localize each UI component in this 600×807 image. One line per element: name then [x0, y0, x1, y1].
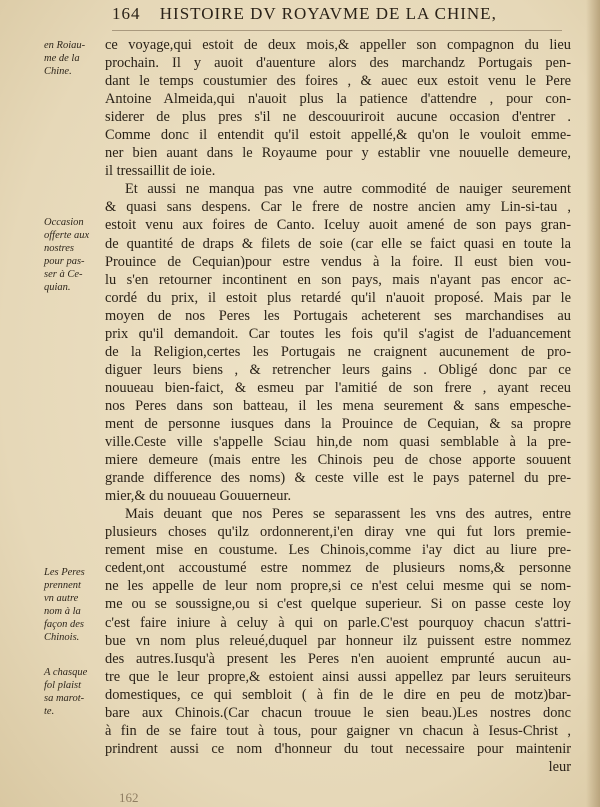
header-rule [112, 30, 562, 31]
text-line: tre que le leur propre,& estoient ainsi aussi appellez par leurs seruiteurs [105, 668, 571, 685]
text-line: nouueau bien-faict, & esmeu par l'amitié de son frere , ayant receu [105, 379, 571, 396]
page-number: 164 [112, 4, 141, 23]
text-line: dant le temps coustumier des foires , & auec eux estoit venu le Pere [105, 73, 571, 90]
margin-note: A chasque fol plaist sa marot- te. [44, 667, 88, 717]
text-line: Comme donc il entendit qu'il estoit appellé,& qu'on le vouloit emme- [105, 127, 571, 144]
text-line: Antoine Almeida,qui n'auoit plus la patience d'attendre , pour con- [105, 91, 571, 108]
text-line: domestiques, ce qui sembloit ( à fin de le dire en peu de motz)bar- [105, 686, 571, 703]
text-line: diguer leurs biens , & retrencher leurs gains . Obligé donc par ce [105, 361, 571, 378]
text-line: grande difference des noms) & ceste ville est le pays paternel du pre- [105, 470, 571, 487]
page-edge-shadow [586, 0, 600, 807]
text-line: ville.Ceste ville s'appelle Sciau hin,de nom quasi semblable à la pre- [105, 434, 571, 451]
catchword: leur [548, 758, 571, 775]
signature-mark: 162 [119, 790, 139, 805]
text-line: cordé du prix, il estoit plus retardé qu'il n'auoit proposé. Mais par le [105, 289, 571, 306]
text-line: siderer de plus pres s'il ne descouuriroit aucune occasion d'entrer . [105, 109, 571, 126]
text-line: à fin de se faire tout à tous, pour gaigner vn chacun à Iesus-Christ , [105, 722, 571, 739]
text-line: mier,& du nouueau Gouuerneur. [105, 488, 292, 505]
text-line: bare aux Chinois.(Car chacun trouue le sien beau.)Les nostres donc [105, 704, 571, 721]
text-line: Mais deuant que nos Peres se separassent les vns des autres, entre [125, 506, 571, 523]
text-line: ment de personne iusques dans la Prouince de Cequian, & sa propre [105, 415, 571, 432]
text-line: plusieurs choses qu'ilz ordonnerent,i'en diray vne qui fut lors premie- [105, 524, 571, 541]
text-line: c'est faire iniure à celuy à qui on parle.C'est pourquoy chacun s'attri- [105, 614, 571, 631]
text-line: me ou se soussigne,ou si c'est quelque superieur. Si on passe ceste loy [105, 596, 571, 613]
text-line: de quantité de draps & filets de soie (car elle se faict quasi en toute la [105, 235, 571, 252]
page-header [112, 4, 562, 26]
margin-note: Les Peres prennent vn autre nom à la façon des Chinois. [44, 567, 85, 643]
text-line: ner bien auant dans le Royaume pour y establir vne nouuelle demeure, [105, 145, 571, 162]
text-line: cedent,ont accoustumé estre nommez de plusieurs noms,& personne [105, 560, 571, 577]
text-line: ce voyage,qui estoit de deux mois,& appeller son compagnon du lieu [105, 37, 571, 53]
text-line: lu s'en retourner incontinent en son pays, mais n'ayant pas encor ac- [105, 271, 571, 288]
text-line: moyen de nos Peres les Portugais acheterent ses marchandises au [105, 307, 571, 324]
text-line: nos Peres dans son batteau, il les mena seurement & sans empesche- [105, 397, 571, 414]
text-line: de la Religion,certes les Portugais ne craignent aucunement de pro- [105, 343, 571, 360]
text-line: prix qu'il demandoit. Car toutes les fois qu'il s'agist de l'aduancement [105, 325, 571, 342]
text-line: il tressaillit de ioie. [105, 163, 216, 180]
margin-note: Occasion offerte aux nostres pour pas- ser à Ce- quian. [44, 217, 90, 293]
text-line: estoit venu aux foires de Canto. Iceluy auoit amené de son pays gran- [105, 217, 571, 234]
text-line: prochain. Il y auoit d'auenture alors des marchandz Portugais pen- [105, 55, 571, 72]
text-line: prindrent aussi ce nom d'honneur du tout necessaire pour maintenir [105, 740, 571, 757]
body-text [105, 36, 571, 776]
running-title: HISTOIRE DV ROYAVME DE LA CHINE, [159, 4, 497, 23]
text-line: rement mise en coustume. Les Chinois,comme i'ay dict au liure pre- [105, 542, 571, 559]
text-line: ne les appelle de leur nom propre,si ce n'est celui mesme qui se nom- [105, 578, 571, 595]
text-line: bue vn nom plus releué,duquel par honneur ilz puissent estre nommez [105, 632, 571, 649]
text-line: des autres.Iusqu'à present les Peres n'en auoient emprunté aucun au- [105, 650, 571, 667]
margin-note: en Roiau- me de la Chine. [44, 40, 86, 77]
text-line: & quasi sans despens. Car le frere de nostre ancien amy Lin-si-tau , [105, 199, 571, 216]
text-line: Prouince de Cequian)pour estre vendus à la foire. Il eust bien vou- [105, 253, 571, 270]
text-line: Et aussi ne manqua pas vne autre commodité de nauiger seurement [125, 181, 571, 198]
text-line: miere demeure (mais entre les Chinois peu de chose apporte souuent [105, 452, 571, 469]
